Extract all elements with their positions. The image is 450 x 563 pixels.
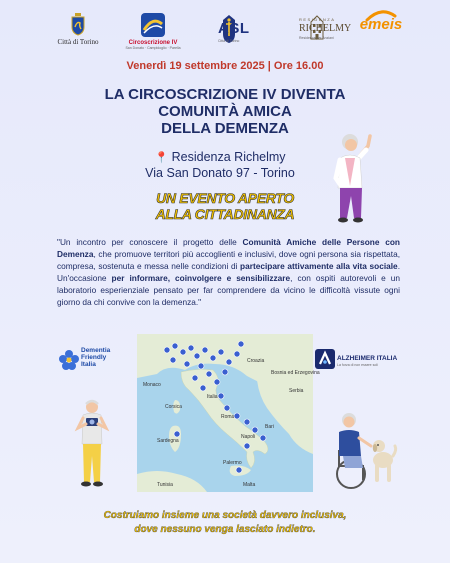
elderly-woman-waving-illustration	[328, 128, 378, 228]
map-label-bari: Bari	[265, 424, 274, 430]
emeis-logo	[356, 8, 406, 33]
map-label-serbia: Serbia	[289, 388, 304, 394]
forget-me-not-flower-icon	[58, 349, 80, 371]
map-marker	[218, 393, 224, 399]
elderly-woman-wheelchair-dog-illustration	[329, 410, 399, 490]
description-bold-2: partecipare attivamente alla vita sociale	[240, 261, 398, 271]
map-marker	[206, 371, 212, 377]
description-bold-1: Comunità Amiche delle Persone con Demenza	[57, 237, 401, 259]
map-marker	[202, 347, 208, 353]
map-marker	[194, 353, 200, 359]
elderly-man-camera-illustration	[74, 398, 112, 490]
map-label-roma: Roma	[221, 414, 235, 420]
circoscrizione-logo	[124, 12, 182, 50]
dfi-line-1: Dementia	[81, 347, 111, 354]
map-label-palermo: Palermo	[223, 460, 242, 466]
description-text-3: . Un'occasione	[57, 261, 400, 283]
map-marker	[234, 351, 240, 357]
map-marker	[244, 419, 250, 425]
torino-crest-icon	[71, 13, 85, 35]
map-marker	[244, 443, 250, 449]
description-text-1: "Un incontro per conoscere il progetto delle	[57, 237, 243, 247]
citta-di-torino-logo	[42, 13, 114, 46]
dfi-line-2: Friendly	[81, 354, 107, 361]
italy-map	[137, 334, 320, 492]
map-marker	[214, 379, 220, 385]
asl-logo	[198, 14, 260, 44]
footer-slogan-line-1: Costruiamo insieme una società davvero inclusiva,	[103, 510, 347, 521]
event-open-line-1: UN EVENTO APERTO	[156, 190, 294, 206]
map-marker	[260, 435, 266, 441]
richelmy-logo-text: RICHELMY	[299, 23, 352, 34]
map-label-sardegna: Sardegna	[157, 438, 179, 444]
map-label-tunisia: Tunisia	[157, 482, 173, 488]
footer-slogan-line-2: dove nessuno venga lasciato indietro.	[134, 524, 316, 535]
map-label-bosnia: Bosnia ed Erzegovina	[271, 370, 320, 376]
residenza-richelmy-logo	[283, 14, 351, 40]
event-description	[57, 236, 400, 308]
location-name-line	[110, 150, 330, 164]
asl-logo-subtitle: Città di Torino	[218, 39, 240, 43]
circoscrizione-logo-subtitle: San Donato · Campidoglio · Parella	[125, 46, 181, 50]
title-line-3: DELLA DEMENZA	[161, 120, 289, 137]
dementia-friendly-italia-logo	[58, 347, 138, 375]
map-marker	[224, 405, 230, 411]
map-marker	[200, 385, 206, 391]
torino-logo-text: Città di Torino	[57, 38, 99, 46]
map-marker	[226, 359, 232, 365]
map-label-monaco: Monaco	[143, 382, 161, 388]
alzheimer-italia-name: ALZHEIMER ITALIA	[337, 355, 398, 362]
map-marker	[234, 413, 240, 419]
description-bold-3: per informare, coinvolgere e sensibilizzare	[111, 273, 291, 283]
map-marker	[164, 347, 170, 353]
map-marker	[180, 349, 186, 355]
map-marker	[192, 375, 198, 381]
description-text-2: , che promuove territori più accoglienti e inclusivi, dove ogni persona sia rispettata, compresa, sostenuta e messa nelle condizioni di	[57, 249, 400, 271]
map-marker	[198, 363, 204, 369]
title-line-1: LA CIRCOSCRIZIONE IV DIVENTA	[104, 86, 346, 103]
emeis-logo-text: emeis	[359, 16, 403, 33]
map-marker	[236, 467, 242, 473]
dfi-line-3: Italia	[81, 361, 96, 368]
event-open-line-2: ALLA CITTADINANZA	[155, 206, 295, 222]
location-name: Residenza Richelmy	[171, 150, 286, 164]
italy-map-graphic	[137, 334, 320, 492]
richelmy-logo-subtitle: Residenza per Anziani	[299, 36, 334, 40]
alzheimer-italia-emblem-icon	[315, 349, 335, 369]
alzheimer-italia-logo	[315, 349, 415, 371]
map-marker	[188, 345, 194, 351]
map-marker	[170, 357, 176, 363]
map-marker	[238, 341, 244, 347]
map-marker	[252, 427, 258, 433]
description-text-4: , con ospiti autorevoli e un laboratorio esperienziale pensato per far comprendere da vicino le difficoltà vissute ogni giorno da chi convive con la demenza."	[57, 273, 400, 307]
map-marker	[222, 369, 228, 375]
event-date-time: Venerdì 19 settembre 2025 | Ore 16.00	[126, 60, 324, 72]
map-pin-icon: 📍	[154, 152, 169, 164]
map-label-croazia: Croazia	[247, 358, 265, 364]
circoscrizione-logo-text: Circoscrizione IV	[128, 40, 178, 46]
alzheimer-italia-tagline: La forza di non essere soli	[337, 363, 378, 367]
map-marker	[210, 355, 216, 361]
map-label-italia: Italia	[207, 394, 218, 400]
map-marker	[184, 361, 190, 367]
residenza-logo-small-text: RESIDENZA	[299, 17, 336, 22]
asl-logo-text: ASL	[218, 20, 250, 37]
map-marker	[218, 349, 224, 355]
location-address: Via San Donato 97 - Torino	[145, 166, 295, 180]
title-line-2: COMUNITÀ AMICA	[158, 103, 292, 120]
map-label-malta: Malta	[243, 482, 256, 488]
map-label-corsica: Corsica	[165, 404, 182, 410]
map-label-napoli: Napoli	[241, 434, 256, 440]
map-marker	[174, 431, 180, 437]
map-marker	[172, 343, 178, 349]
circoscrizione-emblem-icon	[140, 12, 166, 38]
dog-icon	[373, 440, 396, 480]
